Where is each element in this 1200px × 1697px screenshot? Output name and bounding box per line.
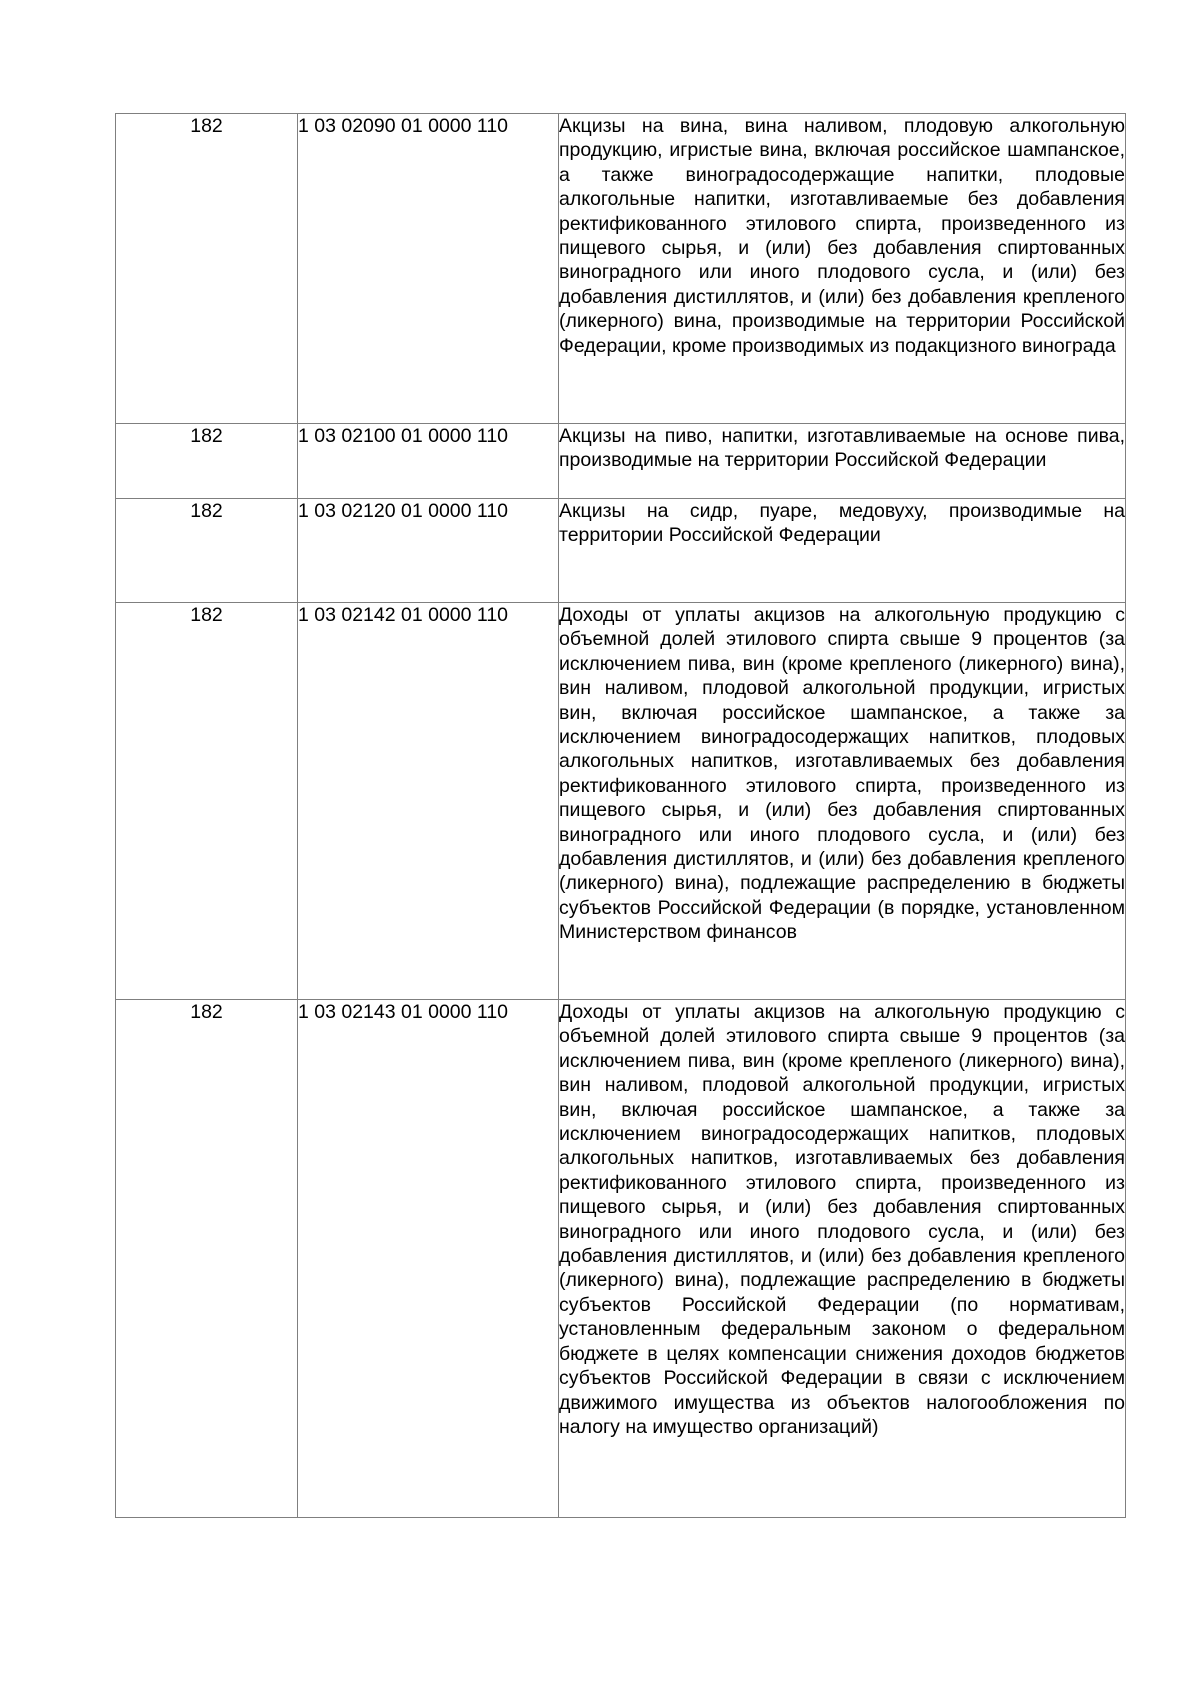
table-row — [116, 499, 1126, 603]
revenue-name-text: Доходы от уплаты акцизов на алкогольную продукцию с объемной долей этилового спирта свыше 9 процентов (за исключением пива, вин (кроме крепленого (ликерного) вина), вин наливом, плодовой алкогольной продукции, игристых вин, включая российское шампанское, а также за исключением виноградосодержащих напитков, плодовых алкогольных напитков, изготавливаемых без добавления ректификованного этилового спирта, произведенного из пищевого сырья, и (или) без добавления спиртованных виноградного или иного плодового сусла, и (или) без добавления дистиллятов, и (или) без добавления крепленого (ликерного) вина), подлежащие распределению в бюджеты субъектов Российской Федерации (по нормативам, установленным федеральным законом о федеральном бюджете в целях компенсации снижения доходов бюджетов субъектов Российской Федерации в связи с исключением движимого имущества из объектов налогообложения по налогу на имущество организаций) — [559, 1001, 1125, 1438]
administrator-code-cell: 182 — [116, 499, 298, 603]
administrator-code-cell: 182 — [116, 114, 298, 424]
table-row — [116, 603, 1126, 1000]
revenue-name-text: Акцизы на пиво, напитки, изготавливаемые на основе пива, производимые на территории Российской Федерации — [559, 425, 1125, 472]
revenue-name-cell — [559, 114, 1126, 424]
administrator-code-cell: 182 — [116, 424, 298, 499]
revenue-codes-table — [115, 113, 1126, 1518]
administrator-code-cell: 182 — [116, 603, 298, 1000]
budget-classification-code-cell: 1 03 02142 01 0000 110 — [298, 603, 559, 1000]
table-row — [116, 114, 1126, 424]
budget-classification-code-cell: 1 03 02120 01 0000 110 — [298, 499, 559, 603]
revenue-name-text: Акцизы на сидр, пуаре, медовуху, производимые на территории Российской Федерации — [559, 500, 1125, 547]
revenue-name-text: Акцизы на вина, вина наливом, плодовую алкогольную продукцию, игристые вина, включая российское шампанское, а также виноградосодержащие напитки, плодовые алкогольные напитки, изготавливаемые без добавления ректификованного этилового спирта, произведенного из пищевого сырья, и (или) без добавления спиртованных виноградного или иного плодового сусла, и (или) без добавления дистиллятов, и (или) без добавления крепленого (ликерного) вина, производимые на территории Российской Федерации, кроме производимых из подакцизного винограда — [559, 115, 1125, 357]
administrator-code-cell: 182 — [116, 1000, 298, 1518]
table-row — [116, 424, 1126, 499]
revenue-name-cell — [559, 1000, 1126, 1518]
budget-classification-code-cell: 1 03 02100 01 0000 110 — [298, 424, 559, 499]
budget-classification-code-cell: 1 03 02143 01 0000 110 — [298, 1000, 559, 1518]
table-row — [116, 1000, 1126, 1518]
revenue-name-text: Доходы от уплаты акцизов на алкогольную продукцию с объемной долей этилового спирта свыше 9 процентов (за исключением пива, вин (кроме крепленого (ликерного) вина), вин наливом, плодовой алкогольной продукции, игристых вин, включая российское шампанское, а также за исключением виноградосодержащих напитков, плодовых алкогольных напитков, изготавливаемых без добавления ректификованного этилового спирта, произведенного из пищевого сырья, и (или) без добавления спиртованных виноградного или иного плодового сусла, и (или) без добавления дистиллятов, и (или) без добавления крепленого (ликерного) вина), подлежащие распределению в бюджеты субъектов Российской Федерации (в порядке, установленном Министерством финансов — [559, 604, 1125, 944]
revenue-name-cell — [559, 499, 1126, 603]
budget-classification-code-cell: 1 03 02090 01 0000 110 — [298, 114, 559, 424]
revenue-name-cell — [559, 424, 1126, 499]
revenue-name-cell — [559, 603, 1126, 1000]
